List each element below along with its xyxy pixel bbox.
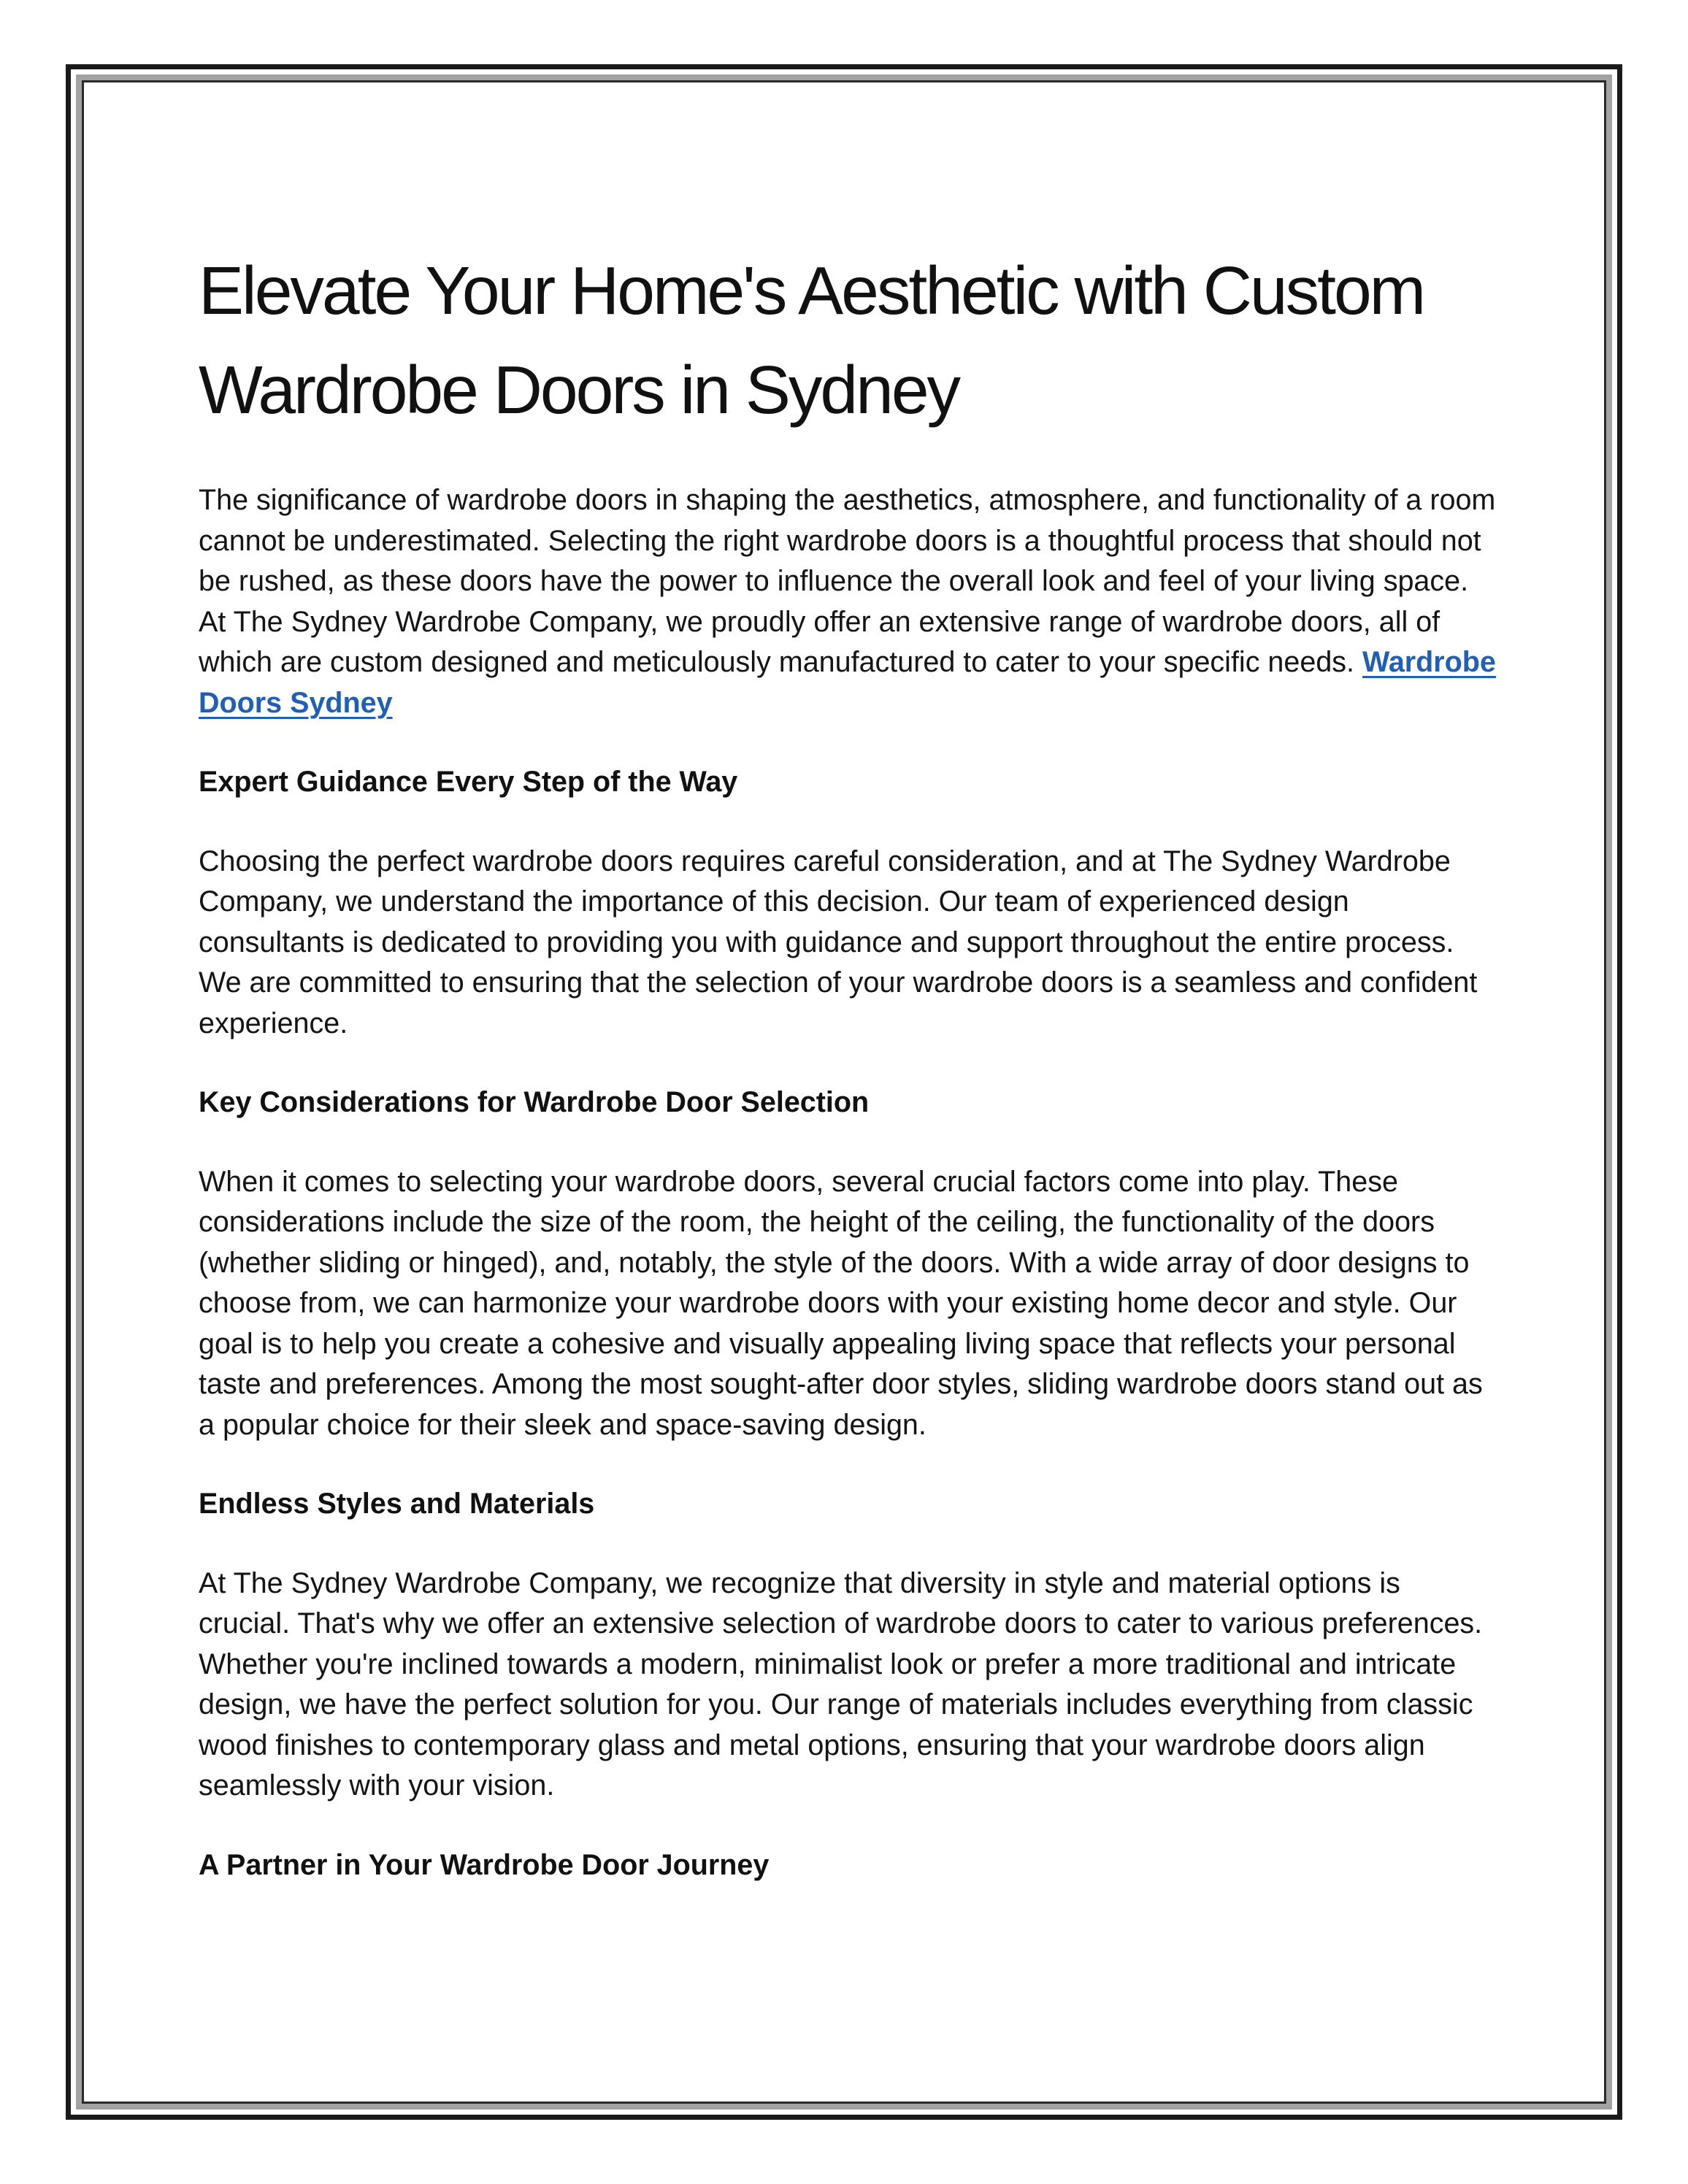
document-body <box>199 241 1498 1924</box>
section-heading-partner: A Partner in Your Wardrobe Door Journey <box>199 1848 770 1881</box>
intro-text: The significance of wardrobe doors in shaping the aesthetics, atmosphere, and functionality of a room cannot be underestimated. Selecting the right wardrobe doors is a thoughtful process that should not be rushed, as these doors have the power to influence the overall look and feel of your living space. At The Sydney Wardrobe Company, we proudly offer an extensive range of wardrobe doors, all of which are custom designed and meticulously manufactured to cater to your specific needs. <box>199 484 1496 678</box>
wardrobe-doors-sydney-link[interactable]: Wardrobe Doors Sydney <box>199 646 1496 719</box>
intro-paragraph <box>199 480 1498 723</box>
section-body-key-considerations: When it comes to selecting your wardrobe doors, several crucial factors come into play. These considerations include the size of the room, the height of the ceiling, the functionality of the doors (whether sliding or hinged), and, notably, the style of the doors. With a wide array of door designs to choose from, we can harmonize your wardrobe doors with your existing home decor and style. Our goal is to help you create a cohesive and visually appealing living space that reflects your personal taste and preferences. Among the most sought-after door styles, sliding wardrobe doors stand out as a popular choice for their sleek and space-saving design. <box>199 1165 1483 1441</box>
section-body-styles-materials: At The Sydney Wardrobe Company, we recognize that diversity in style and material options is crucial. That's why we offer an extensive selection of wardrobe doors to cater to various preferences. Whether you're inclined towards a modern, minimalist look or prefer a more traditional and intricate design, we have the perfect solution for you. Our range of materials includes everything from classic wood finishes to contemporary glass and metal options, ensuring that your wardrobe doors align seamlessly with your vision. <box>199 1566 1483 1802</box>
section-heading-key-considerations: Key Considerations for Wardrobe Door Selection <box>199 1086 870 1118</box>
section-heading-styles-materials: Endless Styles and Materials <box>199 1488 595 1520</box>
section-body-expert-guidance: Choosing the perfect wardrobe doors requires careful consideration, and at The Sydney Wardrobe Company, we understand the importance of this decision. Our team of experienced design consultants is dedicated to providing you with guidance and support throughout the entire process. We are committed to ensuring that the selection of your wardrobe doors is a seamless and confident experience. <box>199 845 1478 1039</box>
page-title: Elevate Your Home's Aesthetic with Custom Wardrobe Doors in Sydney <box>199 253 1424 428</box>
section-heading-expert-guidance: Expert Guidance Every Step of the Way <box>199 766 738 798</box>
